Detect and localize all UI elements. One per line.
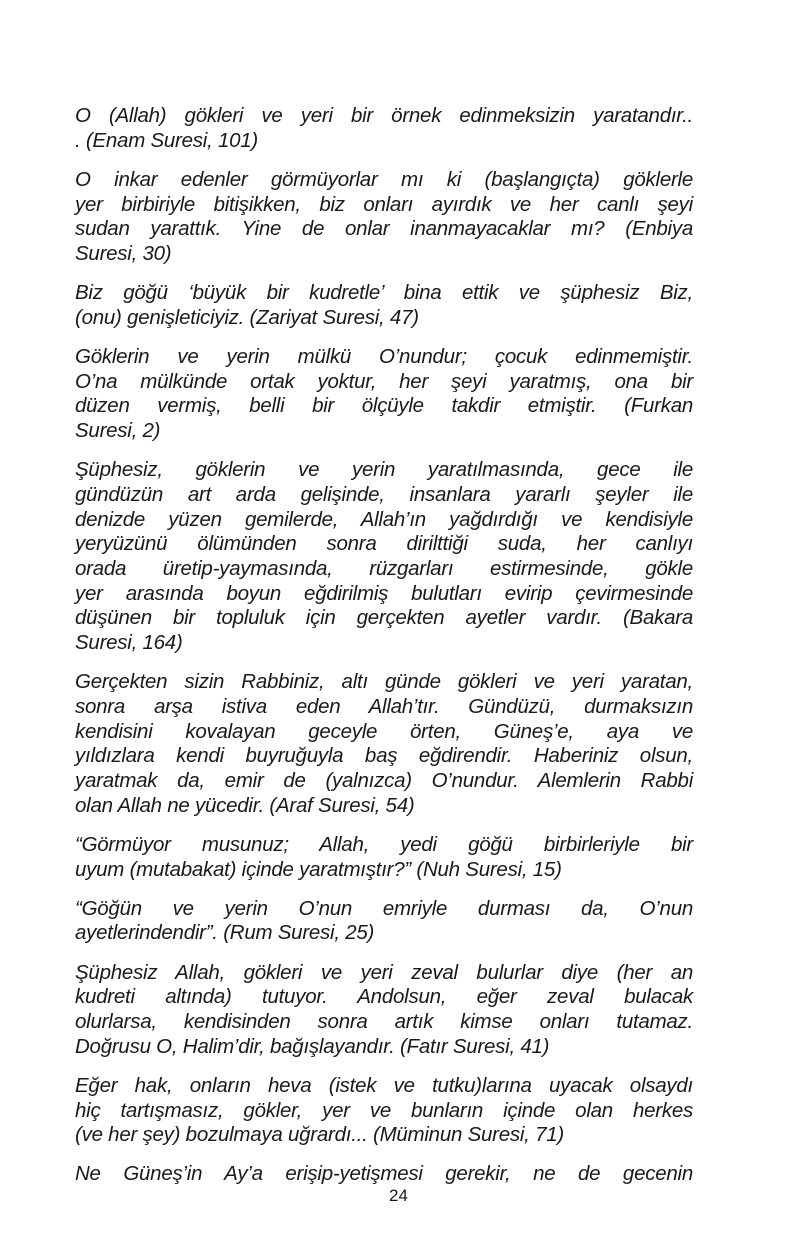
page-number: 24: [389, 1186, 408, 1205]
verse-paragraph: [75, 168, 693, 267]
verse-paragraph: [75, 961, 693, 1060]
text-line: düzen vermiş, belli bir ölçüyle takdir etmiştir. (Furkan: [75, 394, 693, 418]
text-line: O (Allah) gökleri ve yeri bir örnek edinmeksizin yaratandır..: [75, 104, 693, 127]
verse-paragraph: [75, 281, 693, 330]
text-line: kudreti altında) tutuyor. Andolsun, eğer zeval bulacak: [75, 985, 693, 1009]
text-line: “Göğün ve yerin O’nun emriyle durması da, O’nun: [75, 896, 693, 920]
text-line: Suresi, 164): [75, 631, 183, 655]
text-line: “Görmüyor musunuz; Allah, yedi göğü birbirleriyle bir: [75, 832, 693, 856]
text-line: yıldızlara kendi buyruğuyla baş eğdirendir. Haberiniz olsun,: [75, 744, 693, 768]
text-line: olan Allah ne yücedir. (Araf Suresi, 54): [75, 793, 415, 817]
page-body: [75, 104, 693, 1202]
text-line: Biz göğü ‘büyük bir kudretle’ bina ettik ve şüphesiz Biz,: [75, 281, 693, 305]
text-line: O inkar edenler görmüyorlar mı ki (başlangıçta) göklerle: [75, 167, 693, 191]
text-line: (onu) genişleticiyiz. (Zariyat Suresi, 47): [75, 305, 419, 329]
text-line: uyum (mutabakat) içinde yaratmıştır?” (Nuh Suresi, 15): [75, 857, 562, 881]
text-line: Gerçekten sizin Rabbiniz, altı günde gökleri ve yeri yaratan,: [75, 670, 693, 694]
text-line: sudan yarattık. Yine de onlar inanmayacaklar mı? (Enbiya: [75, 217, 693, 241]
text-line: O’na mülkünde ortak yoktur, her şeyi yaratmış, ona bir: [75, 369, 693, 393]
text-line: olurlarsa, kendisinden sonra artık kimse onları tutamaz.: [75, 1010, 693, 1033]
verse-paragraph: [75, 1074, 693, 1148]
verse-paragraph: [75, 1162, 693, 1187]
text-line: ayetlerindendir”. (Rum Suresi, 25): [75, 921, 375, 945]
text-line: Şüphesiz Allah, gökleri ve yeri zeval bulurlar diye (her an: [75, 960, 693, 984]
text-line: denizde yüzen gemilerde, Allah’ın yağdırdığı ve kendisiyle: [75, 507, 693, 531]
text-line: orada üretip-yaymasında, rüzgarları estirmesinde, gökle: [75, 557, 693, 580]
verse-paragraph: [75, 458, 693, 656]
text-line: Eğer hak, onların heva (istek ve tutku)larına uyacak olsaydı: [75, 1073, 693, 1097]
text-line: yer arasında boyun eğdirilmiş bulutları evirip çevirmesinde: [75, 581, 693, 605]
text-line: (ve her şey) bozulmaya uğrardı... (Müminun Suresi, 71): [75, 1123, 564, 1147]
verse-paragraph: [75, 670, 693, 818]
text-line: yer birbiriyle bitişikken, biz onları ayırdık ve her canlı şeyi: [75, 192, 693, 216]
text-line: Doğrusu O, Halim’dir, bağışlayandır. (Fatır Suresi, 41): [75, 1034, 550, 1058]
text-line: düşünen bir topluluk için gerçekten ayetler vardır. (Bakara: [75, 606, 693, 630]
text-line: Suresi, 2): [75, 419, 161, 443]
verse-paragraph: [75, 104, 693, 153]
text-line: Şüphesiz, göklerin ve yerin yaratılmasında, gece ile: [75, 458, 693, 482]
text-line: yeryüzünü ölümünden sonra dirilttiği suda, her canlıyı: [75, 532, 693, 556]
verse-paragraph: [75, 897, 693, 946]
verse-paragraph: [75, 345, 693, 444]
text-line: hiç tartışmasız, gökler, yer ve bunların içinde olan herkes: [75, 1098, 693, 1122]
text-line: kendisini kovalayan geceyle örten, Güneş’e, aya ve: [75, 719, 693, 743]
text-line: Suresi, 30): [75, 241, 172, 265]
text-line: Göklerin ve yerin mülkü O’nundur; çocuk edinmemiştir.: [75, 345, 693, 368]
text-line: yaratmak da, emir de (yalnızca) O’nundur. Alemlerin Rabbi: [75, 769, 693, 792]
text-line: Ne Güneş’in Ay’a erişip-yetişmesi gerekir, ne de gecenin: [75, 1162, 693, 1186]
text-line: . (Enam Suresi, 101): [75, 128, 258, 152]
text-line: gündüzün art arda gelişinde, insanlara yararlı şeyler ile: [75, 482, 693, 506]
verse-paragraph: [75, 833, 693, 882]
text-line: sonra arşa istiva eden Allah’tır. Gündüzü, durmaksızın: [75, 694, 693, 718]
